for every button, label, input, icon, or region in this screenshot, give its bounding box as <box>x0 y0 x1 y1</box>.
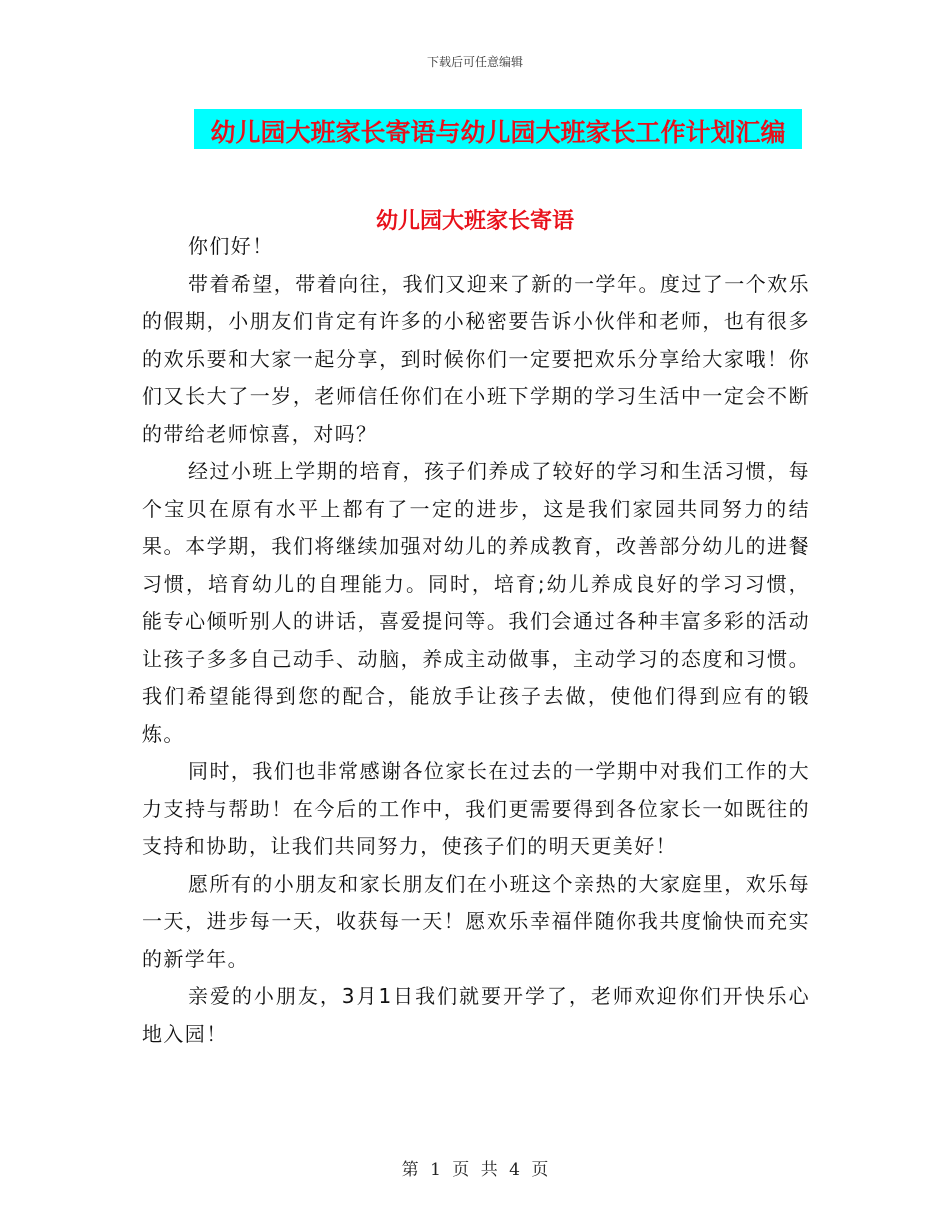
paragraph: 同时，我们也非常感谢各位家长在过去的一学期中对我们工作的大力支持与帮助！在今后的工作中，我们更需要得到各位家长一如既往的支持和协助，让我们共同努力，使孩子们的明天更美好！ <box>142 759 810 858</box>
document-title: 幼儿园大班家长寄语与幼儿园大班家长工作计划汇编 <box>210 118 786 147</box>
paragraph: 经过小班上学期的培育，孩子们养成了较好的学习和生活习惯，每个宝贝在原有水平上都有了一定的进步，这是我们家园共同努力的结果。本学期，我们将继续加强对幼儿的养成教育，改善部分幼儿的进餐习惯，培育幼儿的自理能力。同时，培育;幼儿养成良好的学习习惯，能专心倾听别人的讲话，喜爱提问等。我们会通过各种丰富多彩的活动让孩子多多自己动手、动脑，养成主动做事，主动学习的态度和习惯。我们希望能得到您的配合，能放手让孩子去做，使他们得到应有的锻炼。 <box>142 459 810 746</box>
paragraph: 亲爱的小朋友，3月1日我们就要开学了，老师欢迎你们开快乐心地入园！ <box>142 984 810 1046</box>
page-header-note: 下载后可任意编辑 <box>426 55 523 69</box>
paragraph: 带着希望，带着向往，我们又迎来了新的一学年。度过了一个欢乐的假期，小朋友们肯定有许多的小秘密要告诉小伙伴和老师，也有很多的欢乐要和大家一起分享，到时候你们一定要把欢乐分享给大家哦！你们又长大了一岁，老师信任你们在小班下学期的学习生活中一定会不断的带给老师惊喜，对吗？ <box>142 271 810 446</box>
document-body <box>142 228 810 1053</box>
page-number: 第 1 页 共 4 页 <box>401 1160 549 1180</box>
section-title: 幼儿园大班家长寄语 <box>375 209 574 234</box>
paragraph: 愿所有的小朋友和家长朋友们在小班这个亲热的大家庭里，欢乐每一天，进步每一天，收获每一天！愿欢乐幸福伴随你我共度愉快而充实的新学年。 <box>142 871 810 971</box>
paragraph-greeting: 你们好！ <box>188 234 274 258</box>
